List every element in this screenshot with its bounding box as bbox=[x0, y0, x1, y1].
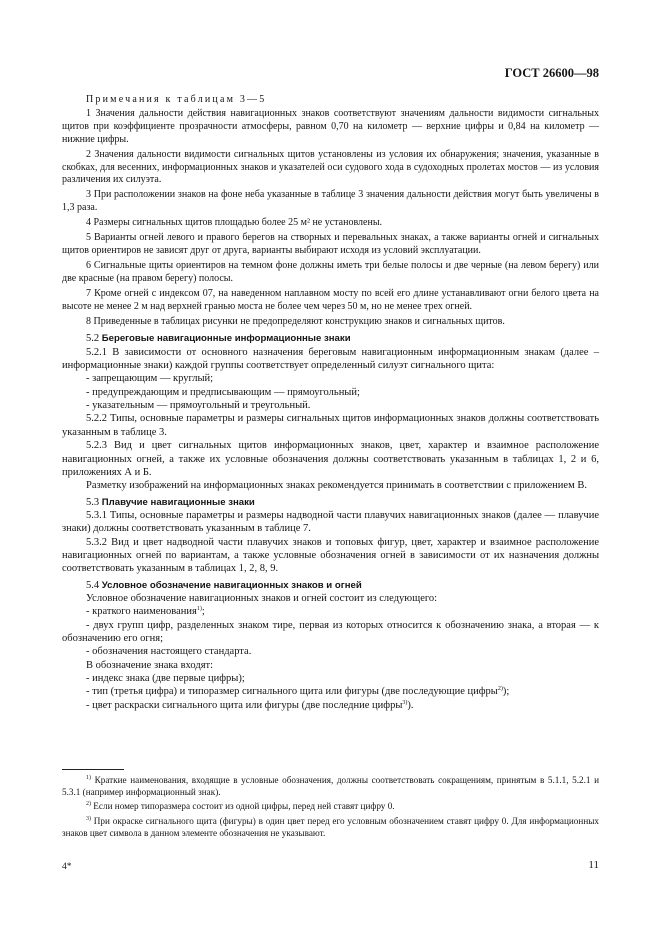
table-notes bbox=[62, 94, 599, 328]
footnote bbox=[62, 774, 599, 798]
section-title: Береговые навигационные информационные знаки bbox=[101, 333, 351, 345]
list-item bbox=[62, 685, 599, 698]
section-number: 5.2 bbox=[86, 333, 100, 345]
section-title: Условное обозначение навигационных знаков и огней bbox=[101, 579, 362, 591]
section-title: Плавучие навигационные знаки bbox=[101, 496, 255, 508]
section-number: 5.4 bbox=[86, 579, 100, 591]
main-text bbox=[62, 332, 599, 712]
footnote-ref: 2) bbox=[497, 686, 503, 693]
paragraph: 5.2.2 Типы, основные параметры и размеры сигнальных щитов информационных знаков должны соответствовать указанным в таблице 3. bbox=[62, 413, 599, 438]
footnote-ref: 1) bbox=[196, 606, 202, 613]
note-item: 3 При расположении знаков на фоне неба указанные в таблице 3 значения дальности действия могут быть увеличены в 1,3 раза. bbox=[62, 189, 599, 214]
footnote-text: При окраске сигнального щита (фигуры) в один цвет перед его условным обозначением ставят цифру 0. Для информационных знаков цвет символа в данном элементе обозначения не указывают. bbox=[62, 815, 600, 838]
footnote-mark: 3) bbox=[86, 815, 91, 822]
section-heading-5-3 bbox=[62, 496, 599, 509]
footnote-mark: 2) bbox=[86, 801, 91, 808]
footnote-mark: 1) bbox=[86, 775, 91, 781]
list-item: - индекс знака (две первые цифры); bbox=[86, 673, 245, 684]
paragraph: 5.3.1 Типы, основные параметры и размеры надводной части плавучих навигационных знаков (далее — плавучие знаки) должны соответствовать указанным в таблице 7. bbox=[62, 509, 599, 535]
note-item: 7 Кроме огней с индексом 07, на наведенном наплавном мосту по всей его длине устанавливают огни белого цвета на высоте не менее 2 м над верхней гранью моста не более чем через 50 м, но не менее трех огней. bbox=[62, 287, 599, 312]
paragraph: 5.2.1 В зависимости от основного назначения береговым навигационным информационным знакам (далее – информационные знаки) каждой группы соответствует определенный силуэт сигнального щита: bbox=[62, 346, 599, 372]
list-item-text: - краткого наименования bbox=[86, 606, 197, 618]
note-item: 2 Значения дальности видимости сигнальных щитов установлены из условия их обнаружения; значения, указанные в скобках, для весенних, информационных знаков и указателей оси судового хода в судоходных пролетах мостов — из условия различения их силуэта. bbox=[62, 148, 599, 186]
notes-title: Примечания к таблицам 3—5 bbox=[86, 94, 267, 105]
footnote-text: Краткие наименования, входящие в условные обозначения, должны соответствовать сокращениям, принятым в 5.1.1, 5.2.1 и 5.3.1 (например информационный знак). bbox=[62, 775, 599, 798]
footnote-ref: 3) bbox=[402, 699, 408, 706]
note-item: 6 Сигнальные щиты ориентиров на темном фоне должны иметь три белые полосы и две черные (на левом берегу) или две красные (на правом берегу) полосы. bbox=[62, 259, 599, 284]
paragraph: Условное обозначение навигационных знаков и огней состоит из следующего: bbox=[86, 592, 438, 604]
section-heading-5-2 bbox=[62, 332, 599, 345]
list-item-end: ; bbox=[201, 606, 205, 618]
paragraph: Разметку изображений на информационных знаках рекомендуется принимать в соответствии с приложением В. bbox=[86, 480, 587, 492]
footnote-divider bbox=[62, 769, 124, 770]
note-item: 8 Приведенные в таблицах рисунки не предопределяют конструкцию знаков и сигнальных щитов. bbox=[86, 315, 505, 327]
list-item: - указательным — прямоугольный и треугольный. bbox=[86, 400, 311, 412]
list-item-text: - тип (третья цифра) и типоразмер сигнального щита или фигуры (две последующие цифры bbox=[86, 686, 498, 698]
note-item: 4 Размеры сигнальных щитов площадью более 25 м² не установлены. bbox=[86, 217, 383, 229]
page-number: 11 bbox=[588, 859, 599, 871]
sheet-mark: 4* bbox=[62, 862, 72, 872]
document-id-header: ГОСТ 26600—98 bbox=[504, 66, 599, 80]
footnote bbox=[62, 815, 599, 839]
list-item-end: ); bbox=[502, 686, 510, 698]
paragraph: 5.3.2 Вид и цвет надводной части плавучих знаков и топовых фигур, цвет, характер и взаимное расположение навигационных огней по вариантам, а также условные обозначения огней в зависимости от их назначения должны соответствовать указанным в таблицах 1, 2, 8, 9. bbox=[62, 536, 599, 575]
list-item bbox=[62, 605, 599, 618]
list-item bbox=[62, 699, 599, 712]
footnotes bbox=[62, 774, 599, 841]
section-heading-5-4 bbox=[62, 579, 599, 592]
section-number: 5.3 bbox=[86, 496, 100, 508]
list-item: - предупреждающим и предписывающим — прямоугольный; bbox=[86, 386, 360, 398]
list-item: - обозначения настоящего стандарта. bbox=[86, 646, 252, 658]
footnote-text: Если номер типоразмера состоит из одной цифры, перед ней ставят цифру 0. bbox=[93, 801, 395, 812]
page-body bbox=[62, 94, 599, 712]
note-item: 1 Значения дальности действия навигационных знаков соответствуют значениям дальности видимости сигнальных щитов при коэффициенте прозрачности атмосферы, равном 0,70 на километр — верхние цифры и 0,84 на километр — нижние цифры. bbox=[62, 107, 599, 145]
list-item: - запрещающим — круглый; bbox=[86, 373, 214, 385]
list-item-end: ). bbox=[407, 699, 414, 711]
paragraph: 5.2.3 Вид и цвет сигнальных щитов информационных знаков, цвет, характер и взаимное расположение навигационных огней, а также их условные обозначения должны соответствовать указанным в таблицах 1, 2 и 6, приложениях А и Б. bbox=[62, 440, 599, 478]
footnote bbox=[62, 800, 599, 812]
note-item: 5 Варианты огней левого и правого берегов на створных и перевальных знаках, а также варианты огней и сигнальных щитов ориентиров не зависят друг от друга, варианты выбирают исходя из условий эксплуатации. bbox=[62, 232, 599, 256]
paragraph: В обозначение знака входят: bbox=[86, 659, 214, 671]
list-item: - двух групп цифр, разделенных знаком тире, первая из которых относится к обозначению знака, а вторая — к обозначению его огня; bbox=[62, 619, 599, 644]
list-item-text: - цвет раскраски сигнального щита или фигуры (две последние цифры bbox=[86, 699, 403, 711]
